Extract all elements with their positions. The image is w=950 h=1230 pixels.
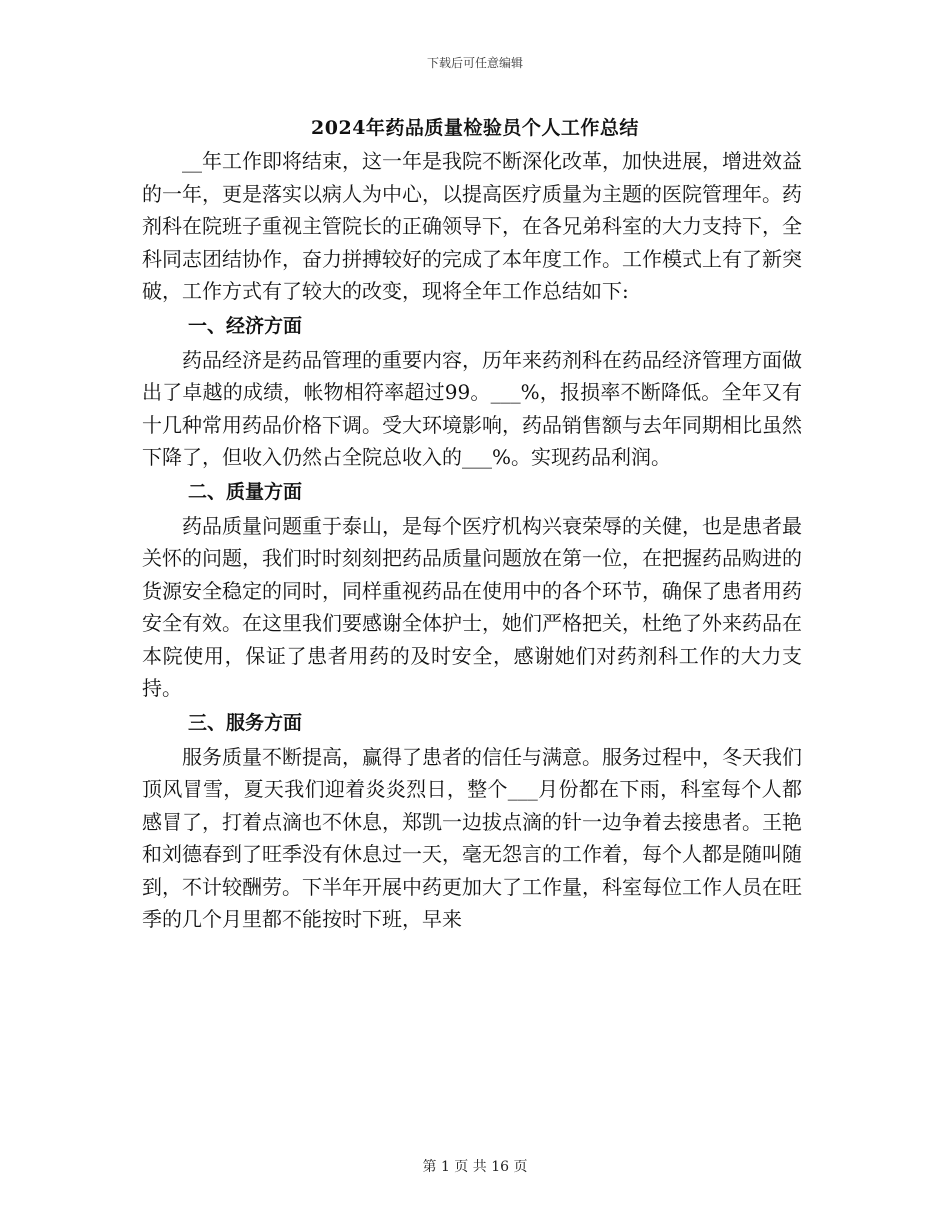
section-text-service: 服务质量不断提高，赢得了患者的信任与满意。服务过程中，冬天我们顶风冒雪，夏天我们迎着炎炎烈日，整个___月份都在下雨，科室每个人都感冒了，打着点滴也不休息，郑凯一边拔点滴的针一边争着去接患者。王艳和刘德春到了旺季没有休息过一天，毫无怨言的工作着，每个人都是随叫随到，不计较酬劳。下半年开展中药更加大了工作量，科室每位工作人员在旺季的几个月里都不能按时下班，早来: [142, 744, 802, 931]
document-title: 2024年药品质量检验员个人工作总结: [311, 117, 639, 139]
section-heading-quality: 二、质量方面: [188, 480, 303, 503]
section-heading-service: 三、服务方面: [188, 711, 303, 734]
section-text-quality: 药品质量问题重于泰山，是每个医疗机构兴衰荣辱的关健，也是患者最关怀的问题，我们时时刻刻把药品质量问题放在第一位，在把握药品购进的货源安全稳定的同时，同样重视药品在使用中的各个环节，确保了患者用药安全有效。在这里我们要感谢全体护士，她们严格把关，杜绝了外来药品在本院使用，保证了患者用药的及时安全，感谢她们对药剂科工作的大力支持。: [142, 513, 802, 700]
section-heading-economy: 一、经济方面: [188, 314, 303, 337]
page-number-footer: 第 1 页 共 16 页: [422, 1159, 528, 1175]
document-body: [142, 145, 802, 936]
header-note: 下载后可任意编辑: [426, 56, 523, 70]
section-text-economy: 药品经济是药品管理的重要内容，历年来药剂科在药品经济管理方面做出了卓越的成绩，帐物相符率超过99。___%，报损率不断降低。全年又有十几种常用药品价格下调。受大环境影响，药品销售额与去年同期相比虽然下降了，但收入仍然占全院总收入的___%。实现药品利润。: [142, 347, 802, 469]
intro-paragraph: __年工作即将结束，这一年是我院不断深化改革，加快进展，增进效益的一年，更是落实以病人为中心，以提高医疗质量为主题的医院管理年。药剂科在院班子重视主管院长的正确领导下，在各兄弟科室的大力支持下，全科同志团结协作，奋力拼搏较好的完成了本年度工作。工作模式上有了新突破，工作方式有了较大的改变，现将全年工作总结如下:: [142, 149, 802, 303]
